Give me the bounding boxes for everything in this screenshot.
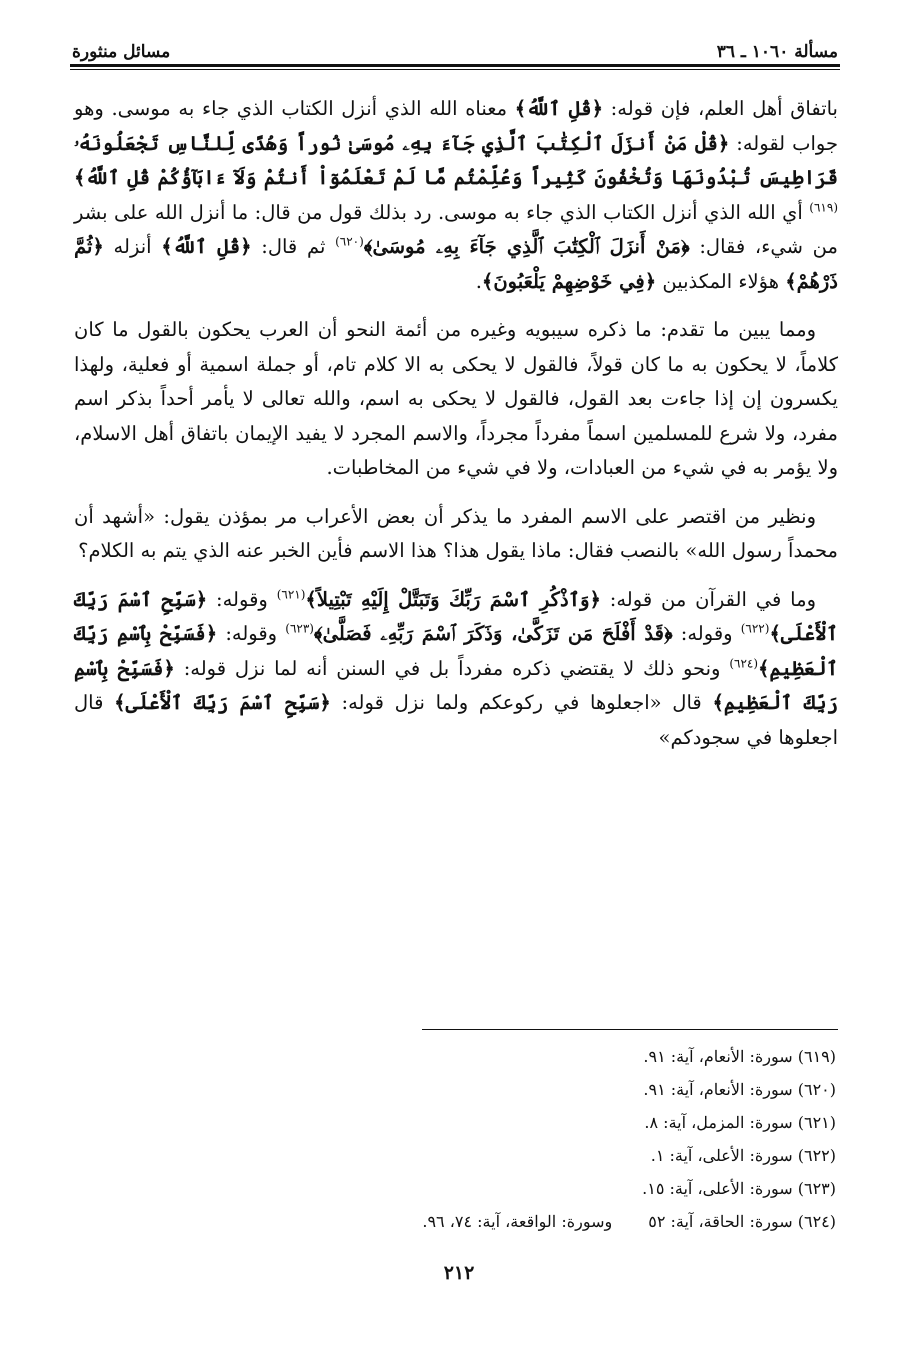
footnote-ref: (٦٢٤) (729, 656, 759, 670)
text-run: معناه الله الذي أنزل الكتاب الذي جاء به موسى. وهو جواب لقوله: (74, 97, 838, 155)
footnote-text: (٦٢١) سورة: المزمل، آية: ٨. (644, 1113, 836, 1132)
footnote-separator (422, 1029, 838, 1030)
footnote (74, 1106, 836, 1139)
text-run: وقوله: (217, 622, 286, 645)
quran-quote: ﴿سَبِّحِ ٱسْمَ رَبِّكَ ٱلْأَعْلَى﴾ (74, 587, 838, 645)
text-run: أي الله الذي أنزل الكتاب الذي جاء به موسى. رد بذلك قول من قال: ما أنزل الله على بشر من شيء، فقال: (74, 200, 838, 258)
text-run: ومما يبين ما تقدم: ما ذكره سيبويه وغيره من أئمة النحو أن العرب يحكون بالقول ما كان كلاماً، لا يحكون به ما كان قولاً، فالقول لا يحكى به الا كلام تام، أو جملة اسمية أو فعلية، ولهذا يكسرون إن إذا جاءت بعد القول، فالقول لا يحكى به اسم، والله تعالى لا يأمر أحداً بذكر اسم مفرد، ولا شرع للمسلمين اسماً مفرداً مجرداً، والاسم المجرد لا يفيد الإيمان باتفاق أهل الاسلام، ولا يؤمر به في شيء من العبادات، ولا في شيء من المخاطبات. (74, 318, 838, 479)
footnote-ref: (٦١٩) (809, 200, 838, 214)
text-run: قال «اجعلوها في ركوعكم ولما نزل قوله: (330, 691, 713, 714)
quran-quote: ﴿وَٱذْكُرِ ٱسْمَ رَبِّكَ وَتَبَتَّلْ إِلَيْهِ تَبْتِيلاً﴾ (305, 587, 601, 611)
footnote (74, 1172, 836, 1205)
text-run: ثم قال: (251, 235, 336, 258)
footnote (74, 1139, 836, 1172)
running-header (72, 28, 838, 62)
quran-quote: ﴿فَسَبِّحْ بِٱسْمِ رَبِّكَ ٱلْعَظِيمِ﴾ (74, 622, 839, 680)
quran-quote: ﴿قُلْ مَنْ أَنزَلَ ٱلْكِتَٰبَ ٱلَّذِي جَآءَ بِهِۦ مُوسَىٰ نُوراً وَهُدًى لِّلنَّاسِ تَجْعَلُونَهُۥ قَرَاطِيسَ تُبْدُونَهَا وَتُخْفُونَ كَثِيراً وَعُلِّمْتُم مَّا لَمْ تَعْلَمُوٓاْ أَنتُمْ وَلَآ ءَابَآؤُكُمْ قُلِ ٱللَّهُ﴾ (74, 131, 838, 189)
text-run: أنزله (103, 235, 162, 258)
paragraph (74, 313, 838, 486)
footnote-text: (٦٢٢) سورة: الأعلى، آية: ١. (650, 1146, 836, 1165)
quran-quote: ﴿ثُمَّ ذَرْهُمْ﴾ (74, 235, 838, 293)
quran-quote: ﴿قُلِ ٱللَّهُ﴾ (161, 235, 252, 258)
footnote-ref: (٦٢١) (276, 587, 306, 601)
footnote-ref: (٦٢٢) (740, 621, 770, 636)
page-number: ٢١٢ (443, 1262, 475, 1284)
text-run: باتفاق أهل العلم، فإن قوله: (603, 97, 838, 120)
header-rule-thick (70, 64, 840, 67)
quran-quote: ﴿مَنْ أَنزَلَ ٱلْكِتَٰبَ ٱلَّذِي جَآءَ بِهِۦ مُوسَىٰ﴾ (363, 235, 690, 258)
footnote-text: (٦٢٣) سورة: الأعلى، آية: ١٥. (642, 1179, 836, 1198)
text-run: وقوله: (207, 587, 277, 611)
text-run: هؤلاء المكذبين (656, 269, 786, 293)
footnotes (74, 1040, 836, 1238)
paragraph (74, 500, 838, 569)
quran-quote: ﴿فَسَبِّحْ بِٱسْمِ رَبِّكَ ٱلْعَظِيمِ﴾ (74, 656, 839, 714)
main-text (74, 92, 838, 769)
quran-quote: ﴿قَدْ أَفْلَحَ مَن تَزَكَّىٰ، وَذَكَرَ ٱسْمَ رَبِّهِۦ فَصَلَّىٰ﴾ (313, 622, 673, 645)
paragraph (74, 583, 838, 756)
footnote-text: (٦٢٠) سورة: الأنعام، آية: ٩١. (643, 1080, 836, 1099)
quran-quote: ﴿سَبِّحِ ٱسْمَ رَبِّكَ ٱلْأَعْلَى﴾ (114, 691, 331, 714)
quran-quote: ﴿قُلِ ٱللَّهُ﴾ (514, 97, 604, 120)
footnote-ref: (٦٢٠) (335, 234, 364, 249)
text-run: ونحو ذلك لا يقتضي ذكره مفرداً بل في السنن أنه لما نزل قوله: (174, 656, 730, 680)
text-run: وما في القرآن من قوله: (600, 587, 816, 611)
footnote-text: (٦٢٤) سورة: الحاقة، آية: ٥٢ (648, 1212, 836, 1231)
text-run: . (475, 269, 482, 293)
footnote-ref: (٦٢٣) (285, 621, 314, 636)
footnote (74, 1205, 836, 1238)
header-rule-thin (70, 69, 840, 70)
footnote (74, 1040, 836, 1073)
footnote (74, 1073, 836, 1106)
text-run: ونظير من اقتصر على الاسم المفرد ما يذكر أن بعض الأعراب مر بمؤذن يقول: «أشهد أن محمداً رسول الله» بالنصب فقال: ماذا يقول هذا؟ هذا الاسم فأين الخبر عنه الذي يتم به الكلام؟ (74, 504, 838, 562)
footnote-extra: وسورة: الواقعة، آية: ٧٤، ٩٦. (422, 1212, 613, 1231)
header-book-title: مسائل منثورة (72, 42, 171, 62)
header-section-title: مسألة ١٠٦٠ ـ ٣٦ (716, 42, 838, 62)
quran-quote: ﴿فِي خَوْضِهِمْ يَلْعَبُونَ﴾ (481, 269, 657, 293)
footnote-text: (٦١٩) سورة: الأنعام، آية: ٩١. (643, 1047, 836, 1066)
paragraph (74, 92, 838, 299)
text-run: قال اجعلوها في سجودكم» (74, 691, 838, 749)
text-run: وقوله: (672, 622, 741, 645)
